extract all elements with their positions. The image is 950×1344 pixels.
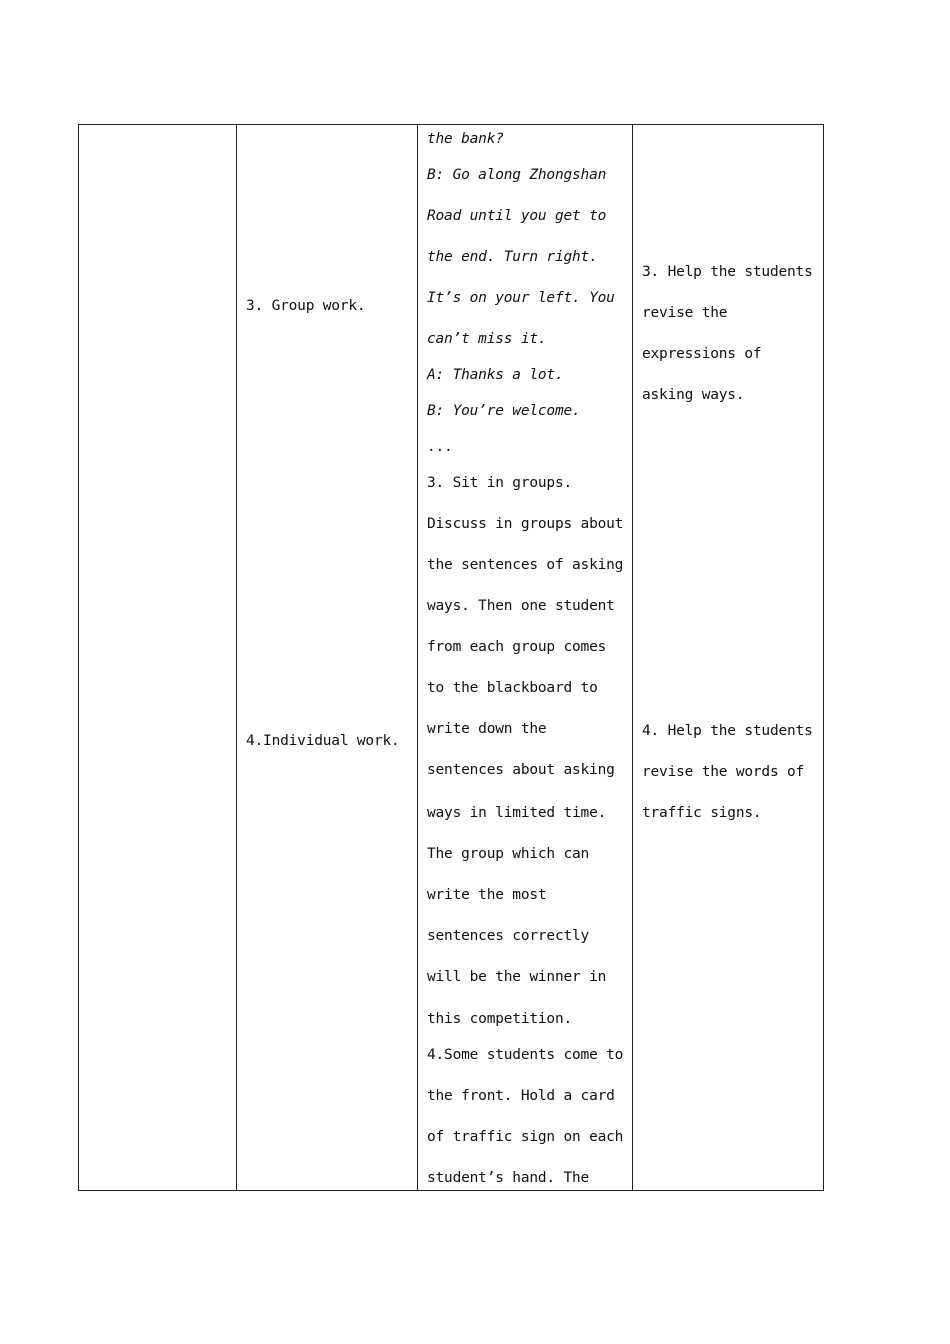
text-line: sentences about asking — [427, 762, 615, 778]
text-line: ways. Then one student — [427, 598, 615, 614]
stage-cell — [79, 125, 237, 1191]
teacher-activity-cell — [237, 125, 418, 1191]
text-line: can’t miss it. — [427, 331, 547, 347]
text-line: the sentences of asking — [427, 557, 624, 573]
text-line: asking ways. — [642, 387, 745, 403]
text-line: the end. Turn right. — [427, 249, 598, 265]
text-line: will be the winner in — [427, 969, 607, 985]
purpose-cell — [633, 125, 824, 1191]
text-line: It’s on your left. You — [427, 290, 615, 306]
text-line: ... — [427, 439, 453, 455]
text-line: the front. Hold a card — [427, 1088, 615, 1104]
text-line: Road until you get to — [427, 208, 607, 224]
text-line: B: You’re welcome. — [427, 403, 581, 419]
text-line: revise the words of — [642, 764, 805, 780]
text-line: from each group comes — [427, 639, 607, 655]
text-line: 4.Some students come to — [427, 1047, 624, 1063]
group-work-label: 3. Group work. — [246, 298, 366, 314]
text-line: traffic signs. — [642, 805, 762, 821]
text-line: 4. Help the students — [642, 723, 813, 739]
text-line: Discuss in groups about — [427, 516, 624, 532]
table-row — [79, 125, 824, 1191]
text-line: expressions of — [642, 346, 762, 362]
text-line: A: Thanks a lot. — [427, 367, 564, 383]
text-line: B: Go along Zhongshan — [427, 167, 607, 183]
text-line: of traffic sign on each — [427, 1129, 624, 1145]
text-line: to the blackboard to — [427, 680, 598, 696]
text-line: this competition. — [427, 1011, 573, 1027]
text-line: write down the — [427, 721, 547, 737]
text-line: The group which can — [427, 846, 590, 862]
lesson-plan-table — [78, 124, 824, 1191]
text-line: ways in limited time. — [427, 805, 607, 821]
text-line: 3. Sit in groups. — [427, 475, 573, 491]
student-activity-cell — [418, 125, 633, 1191]
individual-work-label: 4.Individual work. — [246, 733, 400, 749]
text-line: the bank? — [427, 131, 504, 147]
text-line: student’s hand. The — [427, 1170, 590, 1186]
text-line: revise the — [642, 305, 728, 321]
text-line: 3. Help the students — [642, 264, 813, 280]
text-line: sentences correctly — [427, 928, 590, 944]
text-line: write the most — [427, 887, 547, 903]
